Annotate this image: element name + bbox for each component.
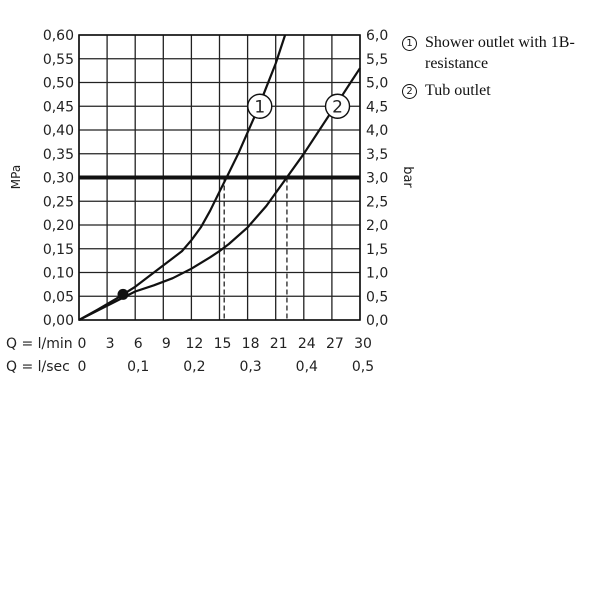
y-tick-label: 0,30 <box>42 170 74 187</box>
legend-marker-2: 2 <box>402 84 417 99</box>
y-tick-labels <box>43 28 74 329</box>
y-tick-label: 0,00 <box>42 313 74 329</box>
x-tick-label-lpm: 3 <box>105 336 115 352</box>
y-tick-label: 0,25 <box>42 194 74 211</box>
y-tick-label: 0,45 <box>42 99 74 116</box>
y2-tick-label: 1,5 <box>366 241 389 258</box>
legend-marker-1: 1 <box>402 36 417 51</box>
x-tick-label-lps: 0,5 <box>351 359 375 375</box>
y2-tick-label: 6,0 <box>366 28 389 44</box>
legend-item-1 <box>400 32 596 74</box>
x-tick-label-lps: 0,4 <box>295 359 318 375</box>
y-tick-label: 0,60 <box>42 28 74 44</box>
y-tick-label: 0,35 <box>42 146 74 163</box>
start-point <box>118 289 129 300</box>
legend-text-1: Shower outlet with 1B-resistance <box>425 34 575 72</box>
y2-tick-label: 1,0 <box>366 265 389 282</box>
series-marker-label-2: 2 <box>332 97 343 118</box>
x-tick-label-lpm: 18 <box>241 336 260 352</box>
y2-tick-label: 3,5 <box>366 146 389 163</box>
x-tick-label-lpm: 21 <box>269 336 288 352</box>
x-tick-label-lpm: 27 <box>325 336 344 352</box>
x-tick-label-lpm: 15 <box>213 336 232 352</box>
legend <box>400 32 596 107</box>
y2-axis-label: bar <box>400 166 415 188</box>
x-tick-label-lps: 0 <box>77 359 87 375</box>
x-tick-label-lps: 0,1 <box>127 359 150 375</box>
x-tick-label-lpm: 6 <box>133 336 143 352</box>
y-tick-label: 0,50 <box>42 75 74 92</box>
y-axis-label: MPa <box>9 164 23 190</box>
x-tick-label-lpm: 12 <box>185 336 204 352</box>
y2-tick-label: 5,0 <box>366 75 389 92</box>
y2-tick-label: 2,5 <box>366 194 389 211</box>
y2-tick-label: 4,0 <box>366 123 389 139</box>
y-tick-label: 0,15 <box>42 241 74 258</box>
y2-tick-label: 0,5 <box>366 289 389 306</box>
x-tick-label-lpm: 24 <box>297 336 316 352</box>
y-tick-label: 0,40 <box>42 123 74 139</box>
y2-tick-label: 0,0 <box>366 313 389 329</box>
legend-text-2: Tub outlet <box>425 82 491 99</box>
y2-tick-label: 2,0 <box>366 218 389 234</box>
y2-tick-label: 3,0 <box>366 170 389 187</box>
y-tick-label: 0,05 <box>42 289 74 306</box>
y2-tick-label: 4,5 <box>366 99 389 116</box>
x-axis-label-lps: Q = l/sec <box>6 359 70 375</box>
y-tick-label: 0,55 <box>42 51 74 68</box>
y2-tick-labels <box>366 28 388 329</box>
x-tick-label-lpm: 9 <box>161 336 171 352</box>
x-tick-label-lpm: 0 <box>77 336 87 352</box>
y-tick-label: 0,10 <box>42 265 74 282</box>
x-tick-label-lps: 0,2 <box>183 359 206 375</box>
x-tick-label-lps: 0,3 <box>239 359 262 375</box>
x-axis-label-lpm: Q = l/min <box>6 336 73 352</box>
x-tick-label-lpm: 30 <box>354 336 372 352</box>
y2-tick-label: 5,5 <box>366 51 389 68</box>
legend-item-2 <box>400 80 596 101</box>
x-tick-labels <box>78 336 375 375</box>
series-marker-label-1: 1 <box>254 97 266 118</box>
y-tick-label: 0,20 <box>42 218 74 234</box>
